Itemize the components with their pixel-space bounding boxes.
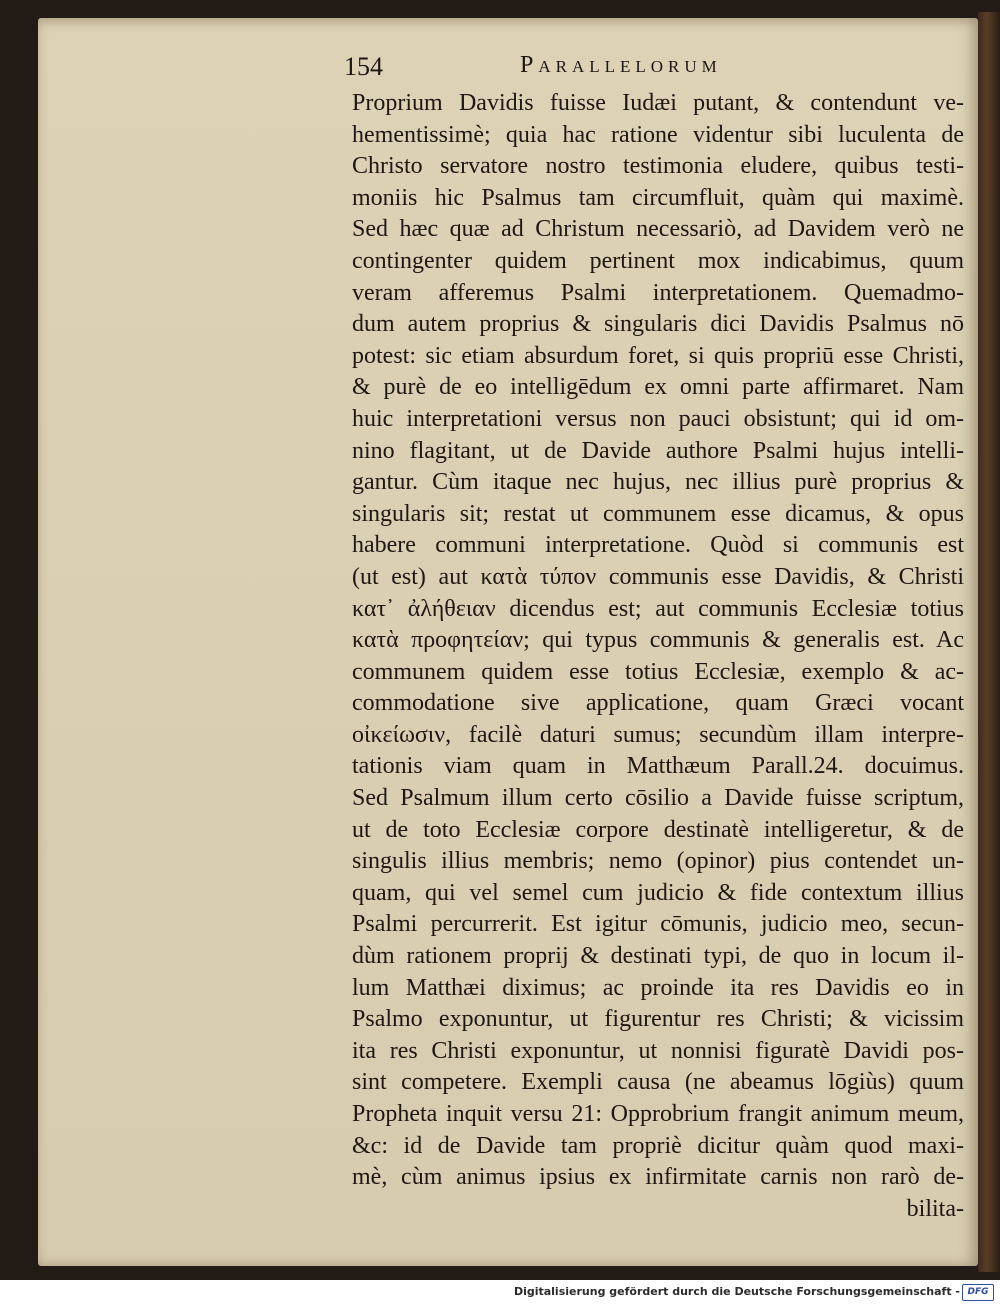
text-line: singulis illius membris; nemo (opinor) pius contendet un-: [352, 848, 964, 875]
text-line: communem quidem esse totius Ecclesiæ, exemplo & ac-: [352, 658, 964, 685]
text-line: Psalmo exponuntur, ut figurentur res Christi; & vicissim: [352, 1006, 964, 1033]
text-line: οἰκείωσιν, facilè daturi sumus; secundùm illam interpre-: [352, 721, 964, 748]
text-line: commodatione sive applicatione, quam Græci vocant: [352, 690, 964, 717]
text-line: singularis sit; restat ut communem esse dicamus, & opus: [352, 500, 964, 527]
text-line: moniis hic Psalmus tam circumfluit, quàm qui maximè.: [352, 184, 964, 211]
text-line: Christo servatore nostro testimonia eludere, quibus testi-: [352, 153, 964, 180]
text-line: lum Matthæi diximus; ac proinde ita res Davidis eo in: [352, 974, 964, 1001]
text-line: habere communi interpretatione. Quòd si communis est: [352, 532, 964, 559]
text-line: Sed hæc quæ ad Christum necessariò, ad Davidem verò ne: [352, 216, 964, 243]
text-line: tationis viam quam in Matthæum Parall.24. docuimus.: [352, 753, 964, 780]
text-line: potest: sic etiam absurdum foret, si quis propriū esse Christi,: [352, 342, 964, 369]
text-line: ita res Christi exponuntur, ut nonnisi figuratè Davidi pos-: [352, 1037, 964, 1064]
text-line: &c: id de Davide tam propriè dicitur quàm quod maxi-: [352, 1132, 964, 1159]
text-line: dum autem proprius & singularis dici Davidis Psalmus nō: [352, 311, 964, 338]
text-line: gantur. Cùm itaque nec hujus, nec illius purè proprius &: [352, 469, 964, 496]
book-edge: [978, 12, 1000, 1272]
running-head: Parallelorum: [520, 52, 722, 78]
page-header: [344, 52, 784, 86]
text-line: sint competere. Exempli causa (ne abeamus lōgiùs) quum: [352, 1069, 964, 1096]
text-line: κατ᾽ ἀλήθειαν dicendus est; aut communis Ecclesiæ totius: [352, 595, 964, 622]
text-line: quam, qui vel semel cum judicio & fide contextum illius: [352, 879, 964, 906]
text-line: κατὰ προφητείαν; qui typus communis & generalis est. Ac: [352, 627, 964, 654]
text-line: (ut est) aut κατὰ τύπον communis esse Davidis, & Christi: [352, 563, 964, 590]
text-line: dùm rationem proprij & destinati typi, de quo in locum il-: [352, 943, 964, 970]
text-line: Proprium Davidis fuisse Iudæi putant, & contendunt ve-: [352, 90, 964, 116]
funding-notice: Digitalisierung gefördert durch die Deutsche Forschungsgemeinschaft -: [513, 1285, 960, 1298]
text-line: Psalmi percurrerit. Est igitur cōmunis, judicio meo, secun-: [352, 911, 964, 938]
text-line: contingenter quidem pertinent mox indicabimus, quum: [352, 247, 964, 274]
dfg-logo: DFG: [962, 1284, 994, 1301]
text-line: & purè de eo intelligēdum ex omni parte affirmaret. Nam: [352, 374, 964, 401]
text-line: Sed Psalmum illum certo cōsilio a Davide fuisse scriptum,: [352, 785, 964, 812]
text-line: ut de toto Ecclesiæ corpore destinatè intelligeretur, & de: [352, 816, 964, 843]
text-line: hementissimè; quia hac ratione videntur sibi luculenta de: [352, 121, 964, 148]
text-line: Propheta inquit versu 21: Opprobrium frangit animum meum,: [352, 1101, 964, 1127]
text-line: mè, cùm animus ipsius ex infirmitate carnis non rarò de-: [352, 1164, 964, 1191]
page-number: 154: [344, 52, 383, 81]
text-line: nino flagitant, ut de Davide authore Psalmi hujus intelli-: [352, 437, 964, 464]
text-line: huic interpretationi versus non pauci obsistunt; qui id om-: [352, 405, 964, 432]
catchword: bilita-: [906, 1195, 964, 1222]
text-line: veram afferemus Psalmi interpretationem. Quemadmo-: [352, 279, 964, 306]
footer-bar: [0, 1280, 1000, 1305]
text-block: [352, 88, 964, 1225]
